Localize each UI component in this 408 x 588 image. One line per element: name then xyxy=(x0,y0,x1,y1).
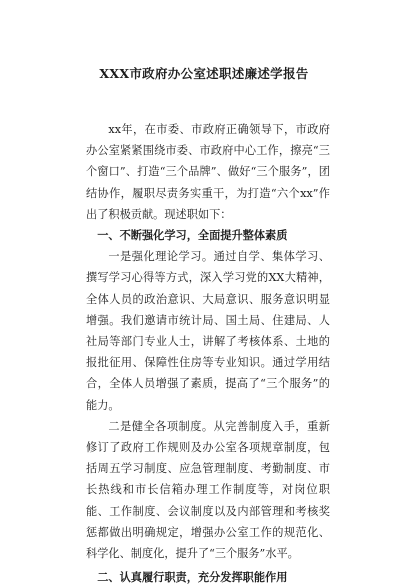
section-1-paragraph-2: 二是健全各项制度。从完善制度入手，重新修订了政府工作规则及办公室各项规章制度，包括周五学习制度、应急管理制度、考勤制度、市长热线和市长信箱办理工作制度等，对岗位职能、工作制度、会议制度以及内部管理和考核奖惩都做出明确规定，增强办公室工作的规范化、科学化、制度化，提升了“三个服务”水平。 xyxy=(86,419,330,561)
document-title: XXX市政府办公室述职述廉述学报告 xyxy=(99,66,309,81)
section-1-heading: 一、不断强化学习，全面提升整体素质 xyxy=(97,228,288,243)
intro-paragraph: xx年，在市委、市政府正确领导下，市政府办公室紧紧围绕市委、市政府中心工作，擦亮“三个窗口”、打造“三个品牌”、做好“三个服务”，团结协作，履职尽责务实重干，为打造“六个xx”作出了积极贡献。现述职如下： xyxy=(86,123,330,221)
section-1-paragraph-1: 一是强化理论学习。通过自学、集体学习、撰写学习心得等方式，深入学习党的XX大精神，全体人员的政治意识、大局意识、服务意识明显增强。我们邀请市统计局、国土局、住建局、人社局等部门专业人士，讲解了考核体系、土地的报批征用、保障性住房等专业知识。通过学用结合，全体人员增强了素质，提高了“三个服务”的能力。 xyxy=(86,250,330,412)
section-2-heading: 二、认真履行职责，充分发挥职能作用 xyxy=(97,570,288,585)
document-body xyxy=(86,119,330,588)
